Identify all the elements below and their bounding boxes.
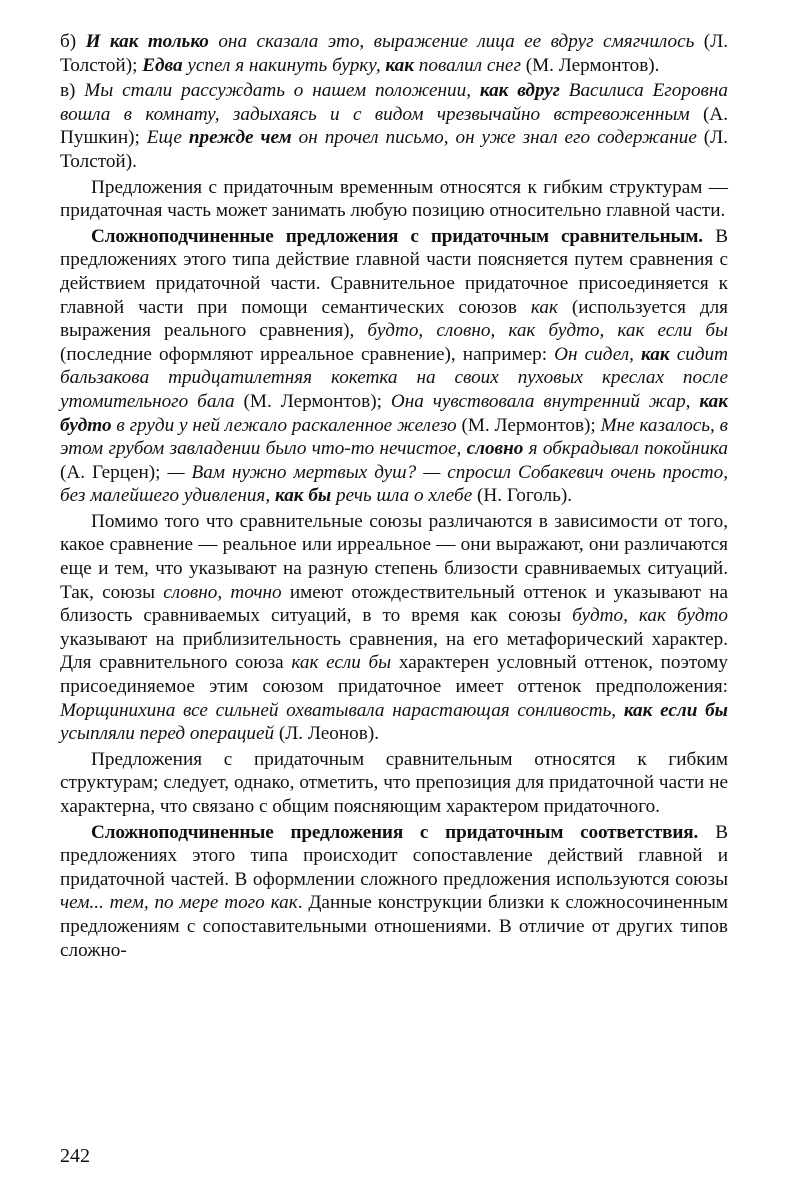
page-text bbox=[60, 30, 728, 964]
italic-example-text: Морщинихина все сильней охватывала нарастающая сонливость, bbox=[60, 699, 624, 721]
text-run: имеют отождествительный оттенок и указывают на близость сравниваемых ситуаций, в то время как союзы bbox=[60, 581, 729, 627]
text-run: (Л. Толстой); bbox=[60, 31, 728, 76]
italic-example-text: Он сидел, bbox=[554, 343, 642, 365]
italic-example-text: Еще bbox=[146, 127, 189, 149]
text-run: (М. Лермонтов). bbox=[520, 54, 660, 76]
italic-example-text: — Вам нужно мертвых душ? — спросил Собакевич очень просто, без малейшего удивления, bbox=[60, 461, 729, 507]
italic-example-text: будто, словно, как будто, как если бы bbox=[367, 320, 728, 342]
text-run: . Данные конструкции близки к сложносочиненным предложениям с сопоставительными отношениями. В отличие от других типов сложно- bbox=[60, 892, 729, 961]
bold-italic-conjunction: как bbox=[385, 54, 414, 76]
section-heading: Сложноподчиненные предложения с придаточным соответствия. bbox=[91, 821, 699, 843]
section-heading: Сложноподчиненные предложения с придаточным сравнительным. bbox=[91, 225, 703, 247]
italic-example-text: как bbox=[530, 296, 558, 318]
italic-example-text: речь шла о хлебе bbox=[331, 485, 473, 507]
italic-example-text: успел я накинуть бурку, bbox=[182, 54, 386, 76]
italic-example-text: в груди у ней лежало раскаленное железо bbox=[111, 414, 457, 436]
italic-example-text: чем... тем, по мере того как bbox=[60, 892, 298, 914]
paragraph-example-v bbox=[60, 79, 728, 173]
text-run: (последние оформляют ирреальное сравнение), например: bbox=[60, 343, 555, 365]
page-number: 242 bbox=[60, 1145, 90, 1167]
italic-example-text: Мы стали рассуждать о нашем положении, bbox=[84, 80, 480, 102]
text-run: В предложениях этого типа происходит сопоставление действий главной и придаточной частей. В оформлении сложного предложения используются союзы bbox=[60, 821, 728, 890]
text-run: (Л. Толстой). bbox=[60, 127, 728, 172]
text-run: Предложения с придаточным сравнительным относятся к гибким структурам; следует, однако, отметить, что препозиция для придаточной части не характерна, что связано с общим поясняющим характером придаточного. bbox=[60, 748, 728, 817]
text-run: (М. Лермонтов); bbox=[234, 390, 391, 412]
italic-example-text: усыпляли перед операцией bbox=[60, 723, 275, 745]
text-run: (А. Пушкин); bbox=[60, 103, 728, 149]
italic-example-text: я обкрадывал покойника bbox=[523, 438, 728, 460]
text-run: (Л. Леонов). bbox=[274, 723, 380, 745]
bold-italic-conjunction: И как только bbox=[85, 31, 209, 52]
italic-example-text: будто, как будто bbox=[572, 605, 729, 627]
text-run: (Н. Гоголь). bbox=[472, 485, 573, 507]
paragraph-comparative-clauses bbox=[60, 225, 728, 508]
bold-italic-conjunction: словно bbox=[466, 438, 524, 460]
italic-example-text: она сказала это, выражение лица ее вдруг смягчилось bbox=[208, 31, 695, 52]
italic-example-text: Василиса Егоровна вошла в комнату, задыхаясь и с видом чрезвычайно встревоженным bbox=[60, 80, 729, 125]
italic-example-text: как если бы bbox=[291, 652, 392, 674]
italic-example-text: сидит бальзаковa тридцатилетняя кокетка на своих пуховых креслах после утомительного бала bbox=[60, 343, 728, 412]
bold-italic-conjunction: Едва bbox=[142, 54, 183, 76]
text-run: (М. Лермонтов); bbox=[456, 414, 601, 436]
text-run: характерен условный оттенок, поэтому присоединяемое этим союзом придаточное имеет оттенок предположения: bbox=[60, 652, 728, 698]
italic-example-text: словно, точно bbox=[163, 581, 282, 603]
italic-example-text: Мне казалось, в этом грубом завладении было что-то нечистое, bbox=[60, 414, 728, 460]
bold-italic-conjunction: как bbox=[641, 343, 670, 365]
text-run: (используется для выражения реального сравнения), bbox=[60, 296, 728, 342]
text-run: Предложения с придаточным временным относятся к гибким структурам — придаточная часть может занимать любую позицию относительно главной части. bbox=[60, 176, 728, 222]
text-run: в) bbox=[60, 80, 85, 102]
text-run: В предложениях этого типа действие главной части поясняется путем сравнения с действием придаточной части. Сравнительное придаточное присоединяется к главной части при помощи семантических союзов bbox=[60, 225, 728, 318]
text-run: (А. Герцен); bbox=[60, 461, 168, 483]
italic-example-text: повалил снег bbox=[414, 54, 521, 76]
bold-italic-conjunction: как будто bbox=[60, 390, 728, 436]
bold-italic-conjunction: как вдруг bbox=[479, 80, 560, 102]
paragraph-comparative-conjunctions bbox=[60, 510, 728, 746]
paragraph-correspondence-clauses bbox=[60, 821, 728, 963]
bold-italic-conjunction: как бы bbox=[274, 485, 332, 507]
paragraph-temporal-summary bbox=[60, 176, 728, 223]
italic-example-text: Она чувствовала внутренний жар, bbox=[390, 390, 700, 412]
bold-italic-conjunction: прежде чем bbox=[188, 127, 292, 149]
text-run: Помимо того что сравнительные союзы различаются в зависимости от того, какое сравнение — реальное или ирреальное — они выражают, они различаются еще и тем, что указывают на разную степень близости сравниваемых ситуаций. Так, союзы bbox=[60, 510, 728, 603]
paragraph-example-b bbox=[60, 30, 728, 77]
text-run: б) bbox=[60, 31, 86, 52]
bold-italic-conjunction: как если бы bbox=[623, 699, 728, 721]
text-run: указывают на приблизительность сравнения, на его метафорический характер. Для сравнительного союза bbox=[60, 628, 728, 674]
paragraph-comparative-summary bbox=[60, 748, 728, 819]
italic-example-text: он прочел письмо, он уже знал его содержание bbox=[291, 127, 697, 149]
